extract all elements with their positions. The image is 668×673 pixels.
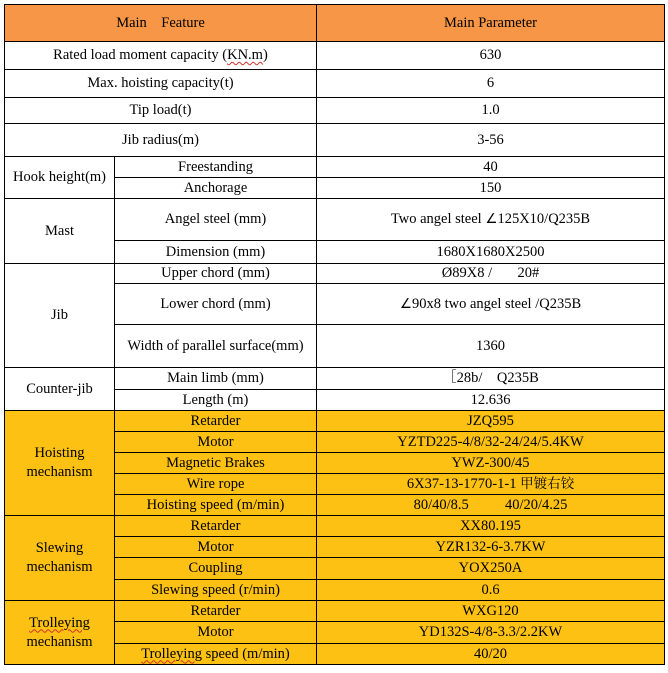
slewing-retarder-label: Retarder: [115, 516, 317, 537]
hoisting-brakes-value: YWZ-300/45: [317, 453, 665, 474]
angel-steel-value: Two angel steel ∠125X10/Q235B: [317, 199, 665, 241]
hoisting-retarder-label: Retarder: [115, 411, 317, 432]
dimension-value: 1680X1680X2500: [317, 241, 665, 264]
table-row: [5, 98, 665, 124]
wire-rope-label: Wire rope: [115, 474, 317, 495]
trolleying-motor-label: Motor: [115, 622, 317, 644]
upper-chord-label: Upper chord (mm): [115, 264, 317, 284]
trolleying-mechanism-group: Trolleying mechanism: [5, 601, 115, 665]
trolleying-speed-value: 40/20: [317, 644, 665, 665]
main-limb-label: Main limb (mm): [115, 368, 317, 390]
freestanding-label: Freestanding: [115, 157, 317, 178]
width-parallel-value: 1360: [317, 325, 665, 368]
hoisting-motor-label: Motor: [115, 432, 317, 453]
slewing-retarder-value: XX80.195: [317, 516, 665, 537]
jib-radius-label: Jib radius(m): [5, 124, 317, 157]
hook-height-group: Hook height(m): [5, 157, 115, 199]
max-hoisting-value: 6: [317, 70, 665, 98]
jib-radius-value: 3-56: [317, 124, 665, 157]
rated-load-unit: KN.m: [227, 47, 263, 63]
length-label: Length (m): [115, 390, 317, 411]
angel-steel-label: Angel steel (mm): [115, 199, 317, 241]
trolleying-speed-label: Trolleying speed (m/min): [115, 644, 317, 665]
tip-load-label: Tip load(t): [5, 98, 317, 124]
table-row: [5, 124, 665, 157]
freestanding-value: 40: [317, 157, 665, 178]
trolleying-retarder-label: Retarder: [115, 601, 317, 622]
spec-table: [4, 4, 665, 665]
anchorage-value: 150: [317, 178, 665, 199]
table-row: [5, 70, 665, 98]
rated-load-label: Rated load moment capacity (KN.m): [5, 42, 317, 70]
counter-jib-group: Counter-jib: [5, 368, 115, 411]
hoisting-speed-value: 80/40/8.5 40/20/4.25: [317, 495, 665, 516]
lower-chord-value: ∠90x8 two angel steel /Q235B: [317, 284, 665, 325]
width-parallel-label: Width of parallel surface(mm): [115, 325, 317, 368]
max-hoisting-label: Max. hoisting capacity(t): [5, 70, 317, 98]
header-feature: Main Feature: [5, 5, 317, 42]
table-row: [5, 601, 665, 622]
length-value: 12.636: [317, 390, 665, 411]
coupling-value: YOX250A: [317, 558, 665, 580]
main-limb-value: ［28b/ Q235B: [317, 368, 665, 390]
tip-load-value: 1.0: [317, 98, 665, 124]
slewing-motor-label: Motor: [115, 537, 317, 558]
anchorage-label: Anchorage: [115, 178, 317, 199]
trolleying-motor-value: YD132S-4/8-3.3/2.2KW: [317, 622, 665, 644]
slewing-mechanism-group: Slewing mechanism: [5, 516, 115, 601]
jib-group: Jib: [5, 264, 115, 368]
coupling-label: Coupling: [115, 558, 317, 580]
table-row: [5, 199, 665, 241]
table-row: [5, 368, 665, 390]
hoisting-brakes-label: Magnetic Brakes: [115, 453, 317, 474]
table-row: [5, 264, 665, 284]
rated-load-value: 630: [317, 42, 665, 70]
slewing-motor-value: YZR132-6-3.7KW: [317, 537, 665, 558]
hoisting-motor-value: YZTD225-4/8/32-24/24/5.4KW: [317, 432, 665, 453]
hoisting-mechanism-group: Hoisting mechanism: [5, 411, 115, 516]
slewing-speed-value: 0.6: [317, 580, 665, 601]
wire-rope-value: 6X37-13-1770-1-1 甲镀右铰: [317, 474, 665, 495]
slewing-speed-label: Slewing speed (r/min): [115, 580, 317, 601]
header-row: [5, 5, 665, 42]
table-row: [5, 42, 665, 70]
header-parameter: Main Parameter: [317, 5, 665, 42]
dimension-label: Dimension (mm): [115, 241, 317, 264]
upper-chord-value: Ø89X8 / 20#: [317, 264, 665, 284]
angle-sign-icon: ∠: [485, 211, 498, 227]
trolleying-retarder-value: WXG120: [317, 601, 665, 622]
hoisting-retarder-value: JZQ595: [317, 411, 665, 432]
table-row: [5, 157, 665, 178]
hoisting-speed-label: Hoisting speed (m/min): [115, 495, 317, 516]
mast-group: Mast: [5, 199, 115, 264]
lower-chord-label: Lower chord (mm): [115, 284, 317, 325]
table-row: [5, 411, 665, 432]
angle-sign-icon: ∠: [399, 295, 412, 312]
table-row: [5, 516, 665, 537]
